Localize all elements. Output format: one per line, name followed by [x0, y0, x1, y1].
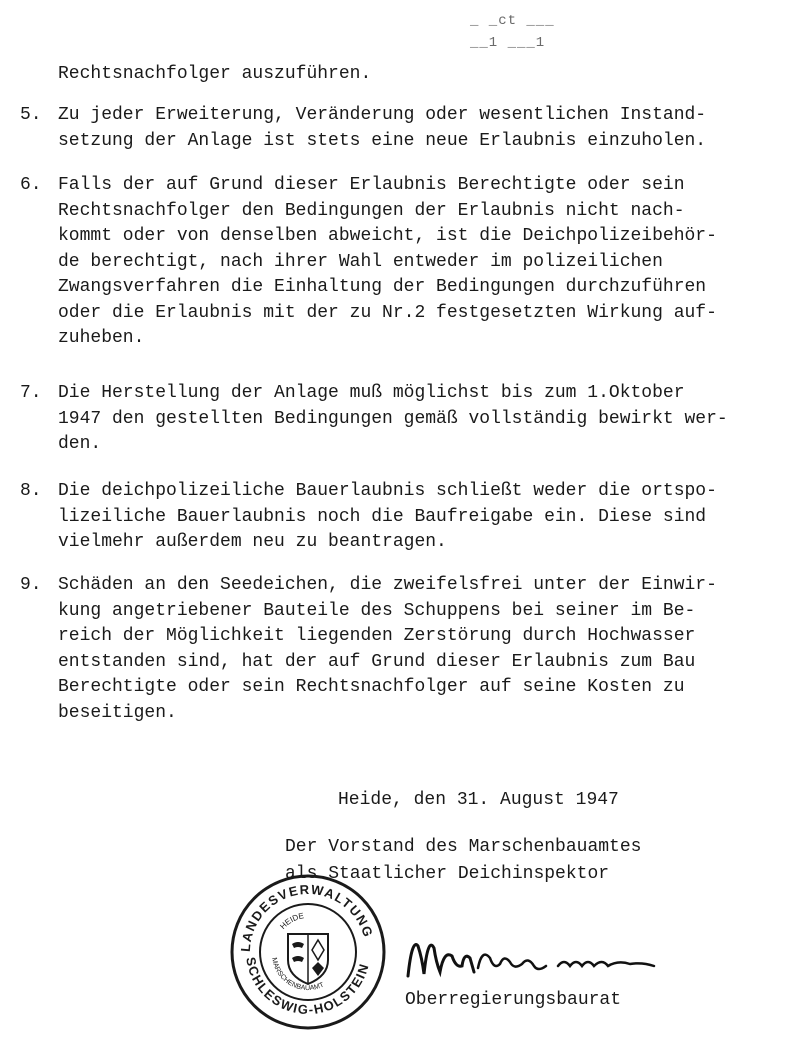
item-line: Zu jeder Erweiterung, Veränderung oder wesentlichen Instand-: [58, 105, 707, 125]
list-item: [20, 103, 780, 154]
item-text: [58, 573, 780, 726]
faint-mark-line: _ _ct ___: [470, 13, 555, 29]
item-line: de berechtigt, nach ihrer Wahl entweder im polizeilichen: [58, 251, 663, 272]
item-line: kung angetriebener Bauteile des Schuppens bei seiner im Be-: [58, 600, 696, 621]
item-line: Falls der auf Grund dieser Erlaubnis Berechtigte oder sein: [58, 175, 685, 195]
item-line: Die deichpolizeiliche Bauerlaubnis schließt weder die ortspo-: [58, 481, 717, 501]
faint-header-marks: [470, 10, 555, 54]
item-number: 5.: [20, 105, 42, 125]
list-item: [20, 381, 780, 458]
item-text: [58, 479, 780, 556]
svg-text:HEIDE: [278, 911, 304, 931]
item-line: vielmehr außerdem neu zu beantragen.: [58, 532, 447, 552]
item-line: lizeiliche Bauerlaubnis noch die Baufreigabe ein. Diese sind: [58, 506, 707, 527]
authority-line: als Staatlicher Deichinspektor: [285, 864, 610, 884]
signer-title: Oberregierungsbaurat: [405, 990, 622, 1010]
item-line: den.: [58, 434, 102, 454]
item-line: Berechtigte oder sein Rechtsnachfolger auf seine Kosten zu: [58, 677, 685, 697]
item-text: [58, 103, 780, 154]
item-line: Rechtsnachfolger den Bedingungen der Erlaubnis nicht nach-: [58, 200, 685, 221]
item-number: 6.: [20, 175, 42, 195]
item-text: [58, 381, 780, 458]
official-seal: [228, 872, 388, 1032]
seal-graphic: [228, 872, 388, 1032]
item-line: Zwangsverfahren die Einhaltung der Bedingungen durchzuführen: [58, 277, 707, 297]
item-line: Schäden an den Seedeichen, die zweifelsfrei unter der Einwir-: [58, 575, 717, 595]
item-number: 9.: [20, 575, 42, 595]
item-number: 8.: [20, 481, 42, 501]
item-line: entstanden sind, hat der auf Grund dieser Erlaubnis zum Bau: [58, 651, 696, 672]
item-line: oder die Erlaubnis mit der zu Nr.2 festgesetzten Wirkung auf-: [58, 302, 717, 323]
place-date: Heide, den 31. August 1947: [338, 790, 619, 810]
authority-line: Der Vorstand des Marschenbauamtes: [285, 837, 642, 857]
item-line: reich der Möglichkeit liegenden Zerstörung durch Hochwasser: [58, 626, 696, 646]
list-item: [20, 573, 780, 726]
list-item: [20, 173, 780, 352]
seal-inner-text-bottom: MARSCHENBAUAMT: [270, 957, 326, 993]
item-number: 7.: [20, 383, 42, 403]
item-text: [58, 173, 780, 352]
seal-outer-text-top: LANDESVERWALTUNG: [237, 881, 377, 953]
item-line: setzung der Anlage ist stets eine neue Erlaubnis einzuholen.: [58, 130, 707, 151]
seal-outer-text-bottom: SCHLESWIG-HOLSTEIN: [243, 955, 372, 1018]
item-line: 1947 den gestellten Bedingungen gemäß vollständig bewirkt wer-: [58, 408, 728, 429]
item-line: zuheben.: [58, 328, 145, 348]
item-line: Die Herstellung der Anlage muß möglichst bis zum 1.Oktober: [58, 383, 685, 403]
seal-inner-text-top: HEIDE: [278, 911, 305, 931]
list-item: [20, 479, 780, 556]
faint-mark-line: __1 ___1: [470, 35, 546, 51]
handwritten-signature: [398, 928, 668, 988]
continued-line: Rechtsnachfolger auszuführen.: [58, 64, 372, 84]
item-line: beseitigen.: [58, 702, 177, 723]
item-line: kommt oder von denselben abweicht, ist die Deichpolizeibehör-: [58, 226, 717, 246]
